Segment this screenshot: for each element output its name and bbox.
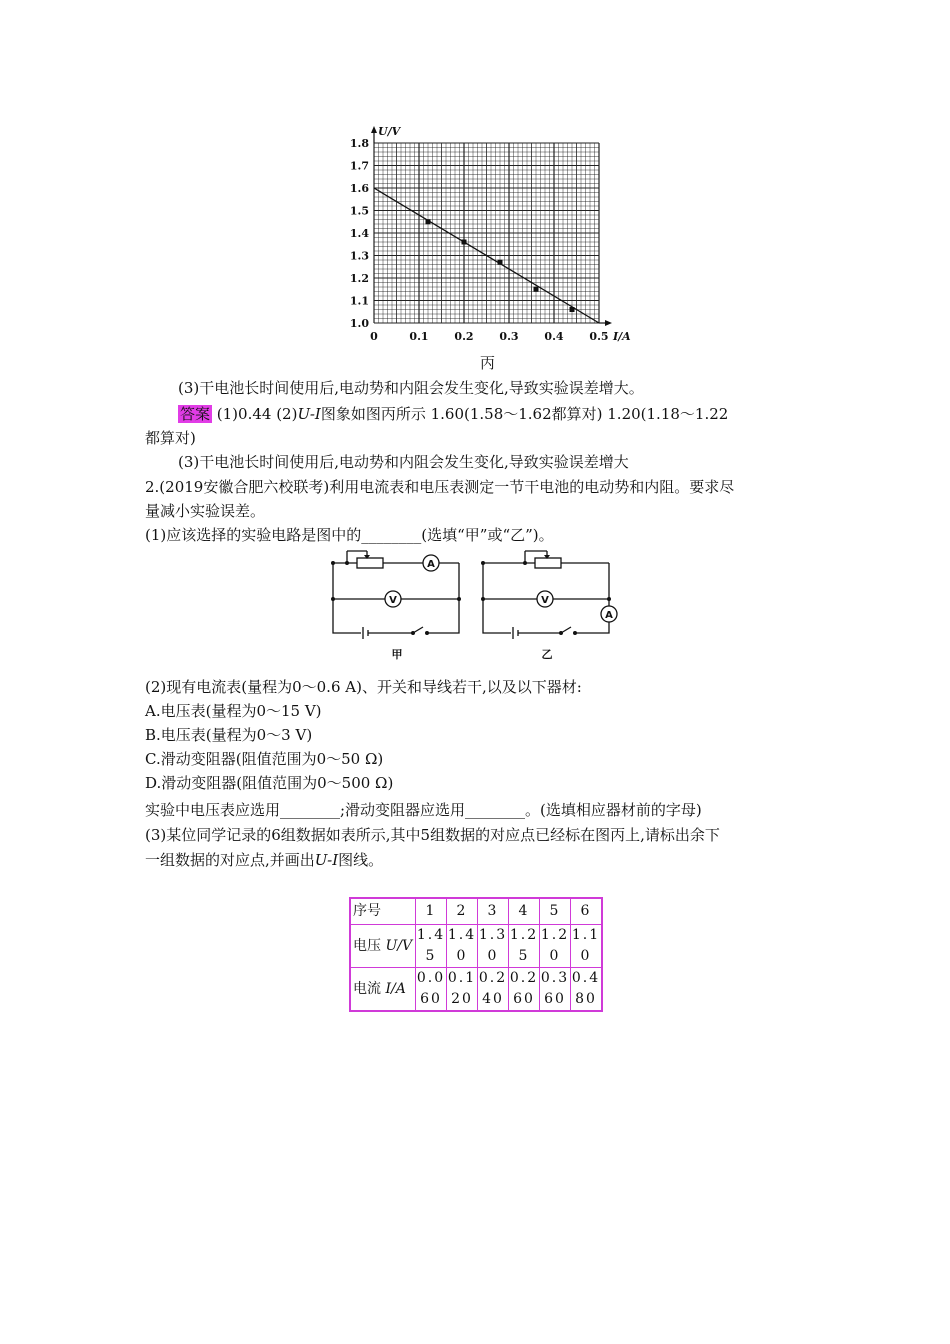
y-tick-label: 1.4 — [349, 227, 369, 240]
y-tick-label: 1.0 — [349, 317, 369, 330]
answer-prev-part3: (3)干电池长时间使用后,电动势和内阻会发生变化,导致实验误差增大。 — [178, 379, 644, 397]
label-yi: 乙 — [541, 648, 553, 661]
option-c: C.滑动变阻器(阻值范围为0～50 Ω) — [145, 750, 384, 768]
y-tick-label: 1.3 — [349, 249, 369, 263]
y-tick-label: 1.6 — [349, 182, 369, 195]
x-axis-label: I/A — [613, 330, 631, 343]
x-tick-label: 0.4 — [544, 330, 564, 343]
q3-ui: U-I — [314, 851, 339, 869]
row-label-current: 电流 I/A — [350, 968, 416, 1012]
table-cell: 0.0 60 — [416, 968, 447, 1012]
option-b: B.电压表(量程为0～3 V) — [145, 726, 313, 744]
x-axis-arrow — [605, 320, 612, 326]
table-row — [350, 968, 602, 1012]
header-cell: 1 — [416, 898, 447, 925]
data-point — [570, 307, 575, 312]
table-row — [350, 898, 602, 925]
ui-graph — [340, 115, 640, 354]
voltmeter-yi: V — [541, 595, 549, 606]
y-axis-label: U/V — [378, 125, 401, 138]
answer-line-cont: 都算对) — [145, 429, 196, 447]
table-cell: 0.3 60 — [540, 968, 571, 1012]
y-tick-label: 1.8 — [349, 137, 369, 150]
table-row — [350, 925, 602, 968]
data-point — [462, 240, 467, 245]
x-tick-label: 0 — [370, 330, 378, 343]
answer-text-a: (1)0.44 (2) — [212, 405, 298, 423]
answer-ui: U-I — [297, 405, 321, 423]
table-cell: 0.2 60 — [509, 968, 540, 1012]
option-a: A.电压表(量程为0～15 V) — [145, 702, 322, 720]
table-cell: 1.4 0 — [447, 925, 478, 968]
answer-part3: (3)干电池长时间使用后,电动势和内阻会发生变化,导致实验误差增大 — [178, 453, 629, 471]
answer-tag: 答案 — [180, 405, 211, 423]
question2-part2: (2)现有电流表(量程为0～0.6 A)、开关和导线若干,以及以下器材: — [145, 678, 582, 696]
header-cell: 3 — [478, 898, 509, 925]
y-tick-label: 1.7 — [349, 159, 369, 173]
data-point — [426, 219, 431, 224]
table-cell: 0.4 80 — [571, 968, 603, 1012]
header-cell: 5 — [540, 898, 571, 925]
x-tick-label: 0.3 — [499, 330, 519, 343]
y-axis-arrow — [371, 126, 377, 133]
x-tick-label: 0.1 — [409, 330, 429, 343]
circuit-diagrams — [325, 545, 625, 669]
y-tick-label: 1.2 — [349, 272, 369, 285]
question2-part1: (1)应该选择的实验电路是图中的________(选填“甲”或“乙”)。 — [145, 526, 554, 544]
header-cell: 4 — [509, 898, 540, 925]
x-tick-label: 0.2 — [454, 330, 474, 343]
header-label: 序号 — [350, 898, 416, 925]
ammeter-jia: A — [427, 559, 435, 570]
table-cell: 1.2 5 — [509, 925, 540, 968]
option-d: D.滑动变阻器(阻值范围为0～500 Ω) — [145, 774, 394, 792]
q3-text-b: 图线。 — [338, 851, 384, 869]
figure-caption-bing: 丙 — [480, 354, 496, 372]
x-tick-label: 0.5 — [589, 330, 609, 343]
question2-part2-ask: 实验中电压表应选用________;滑动变阻器应选用________。(选填相应器材前的字母) — [145, 801, 702, 819]
question2-part3: (3)某位同学记录的6组数据如表所示,其中5组数据的对应点已经标在图丙上,请标出余下 — [145, 826, 720, 844]
question2-stem: 2.(2019安徽合肥六校联考)利用电流表和电压表测定一节干电池的电动势和内阻。要求尽 — [145, 478, 735, 496]
label-jia: 甲 — [391, 648, 403, 661]
data-point — [498, 260, 503, 265]
table-cell: 1.2 0 — [540, 925, 571, 968]
table-cell: 0.1 20 — [447, 968, 478, 1012]
answer-line — [178, 404, 728, 424]
table-cell: 1.3 0 — [478, 925, 509, 968]
table-cell: 0.2 40 — [478, 968, 509, 1012]
table-cell: 1.4 5 — [416, 925, 447, 968]
ammeter-yi: A — [605, 610, 613, 621]
data-table — [349, 897, 603, 1012]
data-point — [534, 287, 539, 292]
y-tick-label: 1.5 — [349, 204, 369, 218]
row-label-voltage: 电压 U/V — [350, 925, 416, 968]
y-tick-label: 1.1 — [349, 294, 369, 308]
header-cell: 6 — [571, 898, 603, 925]
answer-text-b: 图象如图丙所示 1.60(1.58～1.62都算对) 1.20(1.18～1.22 — [320, 405, 729, 423]
header-cell: 2 — [447, 898, 478, 925]
voltmeter-jia: V — [389, 595, 397, 606]
q3-text-a: 一组数据的对应点,并画出 — [145, 851, 315, 869]
table-cell: 1.1 0 — [571, 925, 603, 968]
question2-stem-cont: 量减小实验误差。 — [145, 502, 266, 520]
question2-part3-cont — [145, 850, 383, 870]
